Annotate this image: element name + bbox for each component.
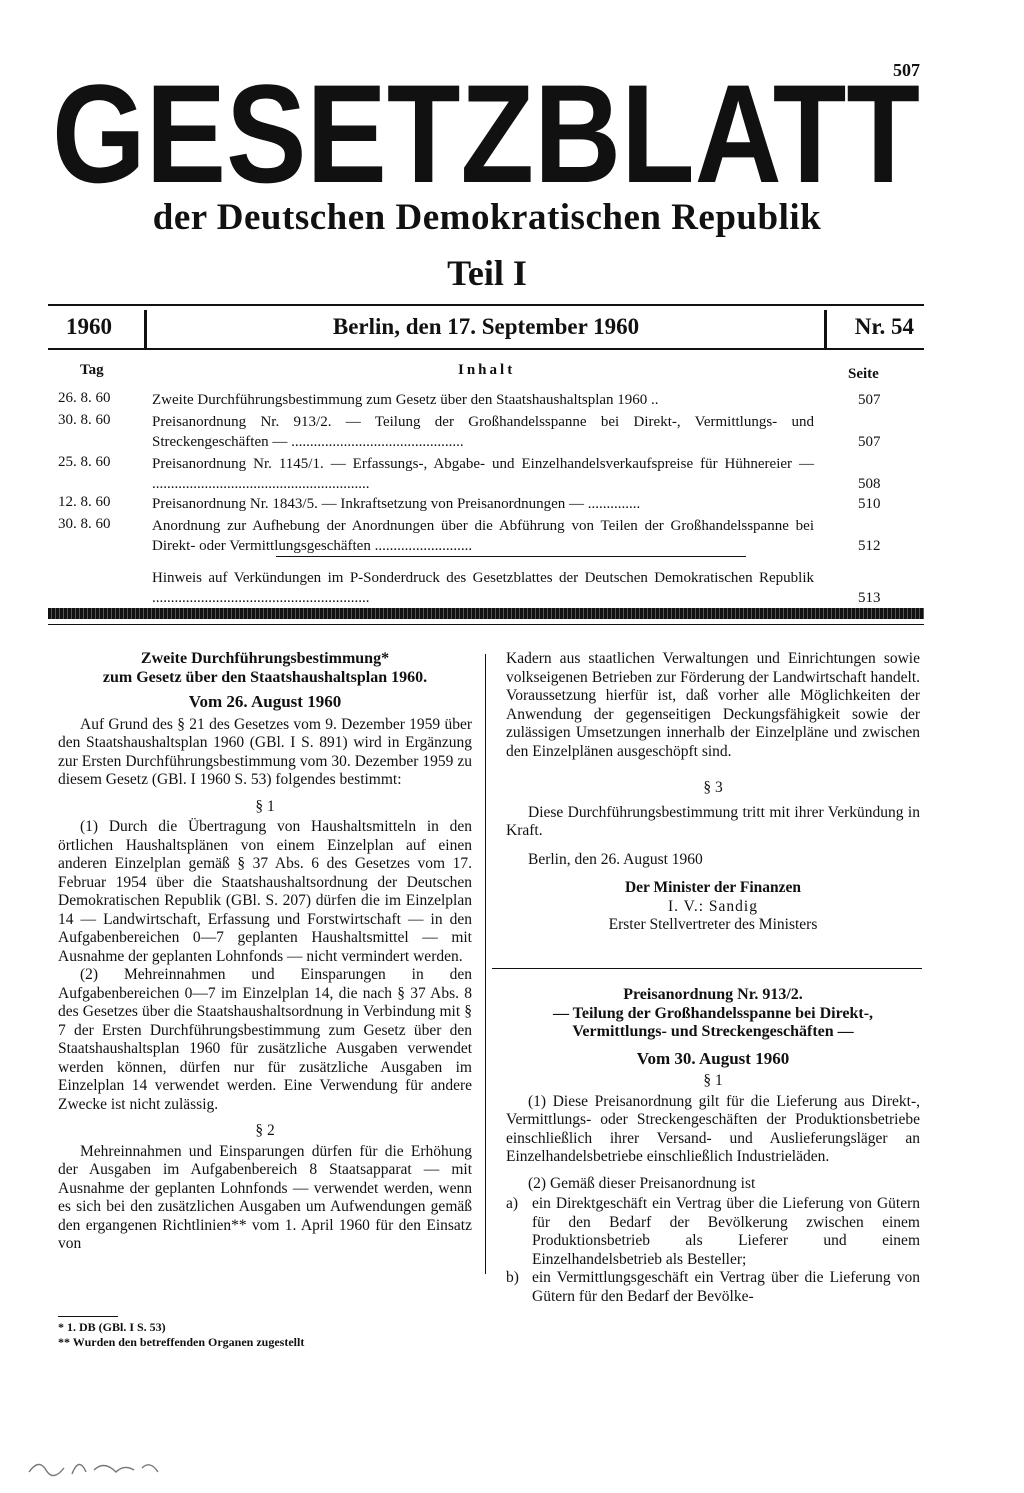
part-label: Teil I [447,253,527,293]
paragraph: (2) Gemäß dieser Preisanordnung ist [528,1174,756,1192]
section-heading: § 2 [255,1122,275,1139]
article-title: Zweite Durchführungsbestimmung* [140,650,390,667]
paragraph: Kadern aus staatlichen Verwaltungen und Einrichtungen sowie volkseigenen Betrieben zur Förderung der Landwirtschaft handelt. Voraussetzung hierfür ist, daß vorher alle Möglichkeiten der Anwendung der gegenseitigen Deckungsfähigkeit sowie der zulässigen Umsetzungen innerhalb der Einzelpläne und zwischen den Einzelplänen ausgeschöpft sind. [506,650,920,760]
masthead-text: GESETZBLATT [52,62,920,192]
paragraph: Mehreinnahmen und Einsparungen dürfen für die Erhöhung der Ausgaben im Aufgabenbereich 8 Staatsapparat — mit Ausnahme der geplanten Lohnfonds — verwendet werden, wenn es sich bei den zusätzlichen Ausgaben um Aufwendungen gemäß den ergangenen Richtlinien** vom 1. April 1960 für den Einsatz von [58,1142,472,1252]
signature-name: I. V.: Sandig [668,897,758,915]
left-column [58,650,472,1254]
signature-title: Der Minister der Finanzen [624,879,802,896]
list-text: ein Vermittlungsgeschäft ein Vertrag über die Lieferung von Gütern für den Bedarf der Bevölke- [532,1269,920,1305]
publication-subtitle: der Deutschen Demokratischen Republik [152,197,822,238]
paragraph: (1) Diese Preisanordnung gilt für die Lieferung aus Direkt-, Vermittlungs- oder Streckengeschäften der Produktionsbetriebe einschließlich ihrer Versand- und Auslieferungsläger an Einzelhandelsbetriebe einschließlich Industrieläden. [506,1092,920,1165]
paragraph: Diese Durchführungsbestimmung tritt mit ihrer Verkündung in Kraft. [506,803,920,839]
toc-page: 507 [858,392,881,408]
footnote: ** Wurden den betreffenden Organen zugestellt [58,1335,305,1349]
toc-title: Preisanordnung Nr. 1145/1. — Erfassungs-, Abgabe- und Einzelhandelsverkaufspreise für Hühnereier — .......................................................... [152,456,814,492]
toc-title: Preisanordnung Nr. 913/2. — Teilung der Großhandelsspanne bei Direkt-, Vermittlungs- und Streckengeschäften — .............................................. [152,414,814,450]
toc-title: Preisanordnung Nr. 1843/5. — Inkraftsetzung von Preisanordnungen — .............. [152,496,641,512]
list-label: b) [506,1269,519,1286]
toc-title: Zweite Durchführungsbestimmung zum Gesetz über den Staatshaushaltsplan 1960 .. [152,392,659,408]
issue-bar-divider [144,310,147,350]
place-date: Berlin, den 26. August 1960 [528,850,703,868]
footnote: * 1. DB (GBl. I S. 53) [58,1320,166,1334]
toc-page: 512 [858,538,881,554]
toc-header-inhalt: Inhalt [458,362,516,378]
toc-header-tag: Tag [80,362,104,378]
toc-page: 513 [858,590,881,606]
toc-date: 25. 8. 60 [58,454,111,470]
footnote-rule [58,1316,118,1317]
right-column-lower [506,986,920,1306]
issue-place-date: Berlin, den 17. September 1960 [332,314,640,339]
intro-paragraph: Auf Grund des § 21 des Gesetzes vom 9. Dezember 1959 über den Staatshaushaltsplan 1960 (GBl. I S. 891) wird in Ergänzung zur Ersten Durchführungsbestimmung vom 30. Dezember 1959 zu diesem Gesetz (GBl. I 1960 S. 53) folgendes bestimmt: [58,715,472,788]
issue-year: 1960 [66,314,112,339]
article-title: Preisanordnung Nr. 913/2. [623,986,803,1003]
masthead-title [52,62,922,192]
toc-header-seite: Seite [848,366,879,382]
article-date: Vom 30. August 1960 [636,1048,790,1068]
handwritten-mark [24,1450,174,1480]
toc-date: 30. 8. 60 [58,412,111,428]
right-column-upper [506,650,920,935]
toc-title: Anordnung zur Aufhebung der Anordnungen über die Abführung von Teilen der Großhandelsspanne bei Direkt- oder Vermittlungsgeschäften .......................... [152,518,814,554]
column-divider [485,654,486,1274]
toc-page: 510 [858,496,881,512]
toc-date: 12. 8. 60 [58,494,111,510]
paragraph: (2) Mehreinnahmen und Einsparungen in den Aufgabenbereichen 0—7 im Einzelplan 14, die nach § 37 Abs. 8 des Gesetzes über die Staatshaushaltsordnung in Verbindung mit § 7 der Ersten Durchführungsbestimmung zum Gesetz über den Staatshaushaltsplan 1960 für zusätzliche Ausgaben verwendet werden können, dürfen nur für zusätzliche Ausgaben im Einzelplan 14 verwendet werden. Eine Verwendung für andere Zwecke ist nicht zulässig. [58,966,472,1113]
toc-page: 508 [858,476,881,492]
article-separator [492,968,922,969]
article-subtitle: zum Gesetz über den Staatshaushaltsplan 1960. [102,668,428,686]
list-label: a) [506,1195,519,1212]
article-date: Vom 26. August 1960 [188,692,342,711]
toc-page: 507 [858,434,881,450]
issue-bar [48,304,924,348]
section-heading: § 3 [703,779,723,796]
article-subtitle: Vermittlungs- und Streckengeschäften — [572,1023,854,1040]
toc-date: 26. 8. 60 [58,390,111,406]
issue-bar-bottom-rule [48,348,924,350]
footnotes [58,1320,478,1350]
thin-rule [48,624,924,625]
issue-number: Nr. 54 [854,314,914,339]
article-subtitle: — Teilung der Großhandelsspanne bei Direkt-, [552,1004,874,1022]
list-item [506,1269,920,1306]
issue-bar-divider [824,310,827,350]
heavy-rule [48,608,924,619]
signature-role: Erster Stellvertreter des Ministers [608,916,818,933]
list-text: ein Direktgeschäft ein Vertrag über die Lieferung von Gütern für den Bedarf der Bevölkerung zwischen einem Produktionsbetrieb als Lieferer und einem Einzelhandelsbetrieb als Besteller; [532,1195,920,1268]
page-number: 507 [893,60,920,80]
toc-title: Hinweis auf Verkündungen im P-Sonderdruck des Gesetzblattes der Deutschen Demokratischen Republik .......................................................... [152,570,814,606]
issue-bar-top-rule [48,304,924,306]
section-heading: § 1 [703,1072,723,1089]
toc-date: 30. 8. 60 [58,516,111,532]
section-heading: § 1 [255,797,275,815]
toc-separator [276,556,746,557]
list-item [506,1195,920,1269]
paragraph: (1) Durch die Übertragung von Haushaltsmitteln in den örtlichen Haushaltsplänen von einem Einzelplan auf einen anderen Einzelplan gemäß § 37 Abs. 6 des Gesetzes vom 17. Februar 1954 über die Staatshaushaltsordnung der Deutschen Demokratischen Republik (GBl. S. 207) dürfen die im Einzelplan 14 — Landwirtschaft, Erfassung und Forstwirtschaft — in den Aufgabenbereichen 0—7 geplanten Haushaltsmittel — mit Ausnahme der geplanten Lohnfonds — nicht vermindert werden. [58,818,472,965]
